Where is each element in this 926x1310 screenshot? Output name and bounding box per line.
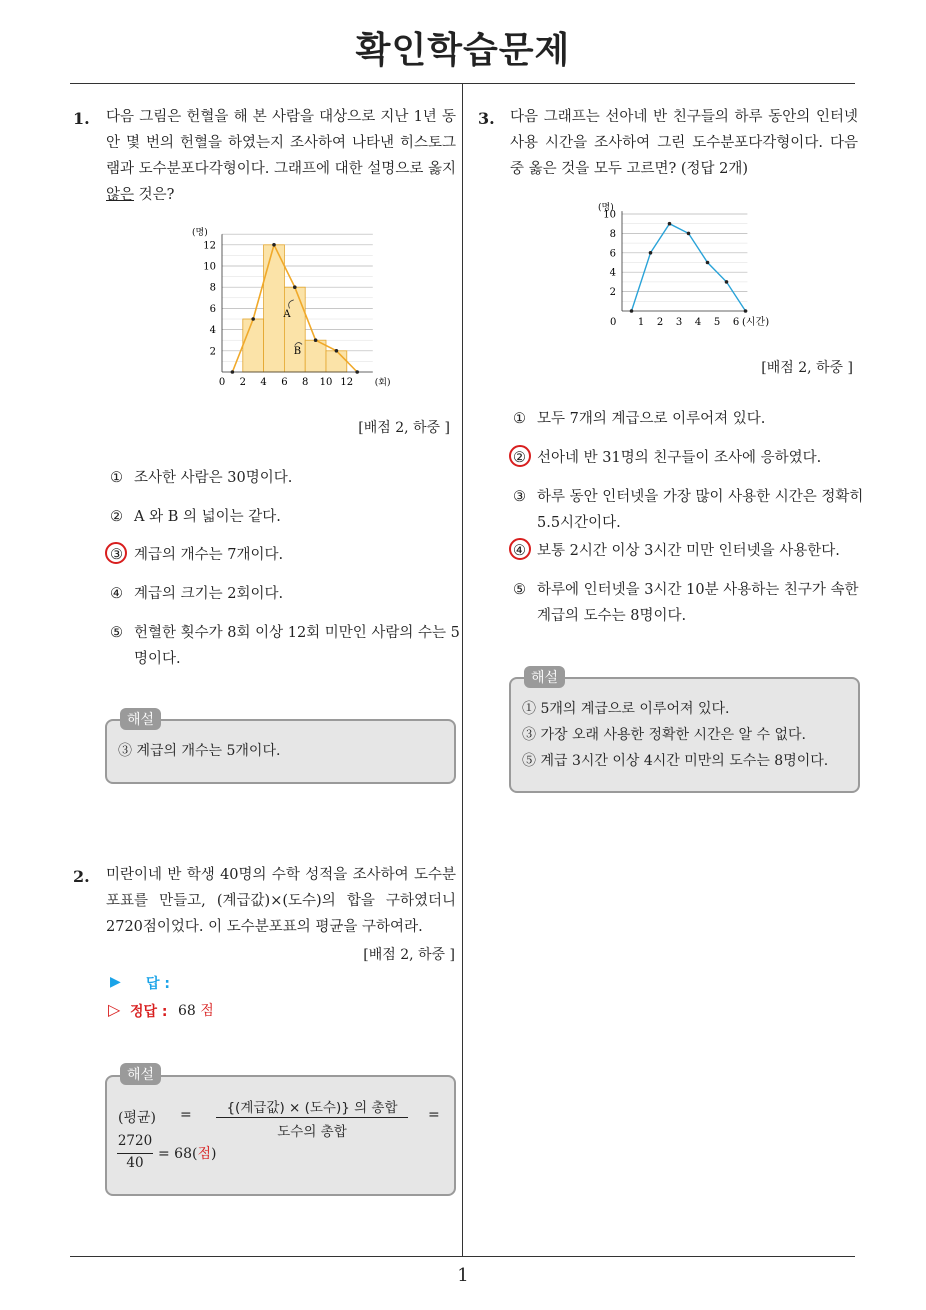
page-title: 확인학습문제 — [355, 30, 571, 71]
choice-text: 계급의 크기는 2회이다. — [134, 586, 284, 602]
formula-result-unit: 점 — [197, 1146, 211, 1162]
correct-unit: 점 — [200, 1003, 214, 1019]
choice-number: ② — [110, 509, 123, 525]
x-tick-label: 2 — [239, 377, 246, 388]
question-1-score: [배점 2, 하중 ] — [358, 420, 450, 436]
choice-text: 선아네 반 31명의 친구들이 조사에 응하였다. — [537, 450, 822, 466]
polygon-point — [668, 222, 672, 226]
x-tick-label: 10 — [319, 377, 333, 388]
y-axis-label: (명) — [598, 203, 614, 213]
y-tick-label: 8 — [209, 282, 216, 294]
q3-choice-2[interactable] — [513, 445, 858, 471]
annotation-label: A — [283, 308, 291, 320]
q3-explanation-line-3: ⑤ 계급 3시간 이상 4시간 미만의 도수는 8명이다. — [522, 753, 829, 769]
y-axis-label: (명) — [192, 228, 208, 239]
frequency-polygon-line — [632, 224, 746, 311]
q3-explanation-tag: 해설 — [524, 666, 565, 688]
question-3-text: 다음 그래프는 선아네 반 친구들의 하루 동안의 인터넷 사용 시간을 조사하여 그린 도수분포다각형이다. 다음 중 옳은 것을 모두 고르면? (정답 2개) — [510, 109, 858, 177]
choice-number: ① — [110, 470, 123, 486]
fraction-bar — [216, 1117, 408, 1118]
fraction-bar-2 — [117, 1153, 153, 1154]
x-tick-label: 0 — [218, 377, 226, 388]
x-tick-label: 4 — [260, 377, 267, 388]
polygon-point — [231, 370, 235, 374]
x-axis-label: (회) — [374, 378, 391, 388]
y-tick-label: 6 — [209, 303, 216, 315]
formula-result — [158, 1143, 216, 1163]
q3-explanation-line-1: ① 5개의 계급으로 이루어져 있다. — [522, 701, 730, 717]
polygon-point — [725, 280, 729, 284]
polygon-point — [687, 232, 691, 236]
polygon-point — [355, 370, 359, 374]
y-tick-label: 4 — [609, 267, 616, 279]
x-tick-label: 8 — [302, 377, 309, 388]
histogram-bar — [243, 319, 264, 372]
question-2-text: 미란이네 반 학생 40명의 수학 성적을 조사하여 도수분포표를 만들고, (계급값)×(도수)의 합을 구하였더니 2720점이었다. 이 도수분포표의 평균을 구하여라. — [106, 867, 456, 935]
x-tick-label: 3 — [675, 317, 683, 328]
choice-text: 모두 7개의 계급으로 이루어져 있다. — [537, 411, 766, 427]
question-2-number: 2. — [73, 867, 90, 886]
choice-number: ⑤ — [513, 582, 526, 598]
x-tick-label: 5 — [713, 317, 721, 328]
choice-text: 조사한 사람은 30명이다. — [134, 470, 293, 486]
choice-text: 헌혈한 횟수가 8회 이상 12회 미만인 사람의 수는 5명이다. — [134, 625, 460, 667]
question-1-text-part1: 다음 그림은 헌혈을 해 본 사람을 대상으로 지난 1년 동안 몇 번의 헌혈을 하였는지 조사하여 나타낸 히스토그램과 도수분포다각형이다. 그래프에 대한 설명으로 옳지 — [106, 109, 456, 177]
y-tick-label: 8 — [609, 228, 616, 240]
choice-number: ③ — [513, 489, 526, 505]
histogram-bar — [264, 245, 285, 372]
annotation-label: B — [293, 345, 302, 357]
polygon-point — [649, 251, 653, 255]
histogram-chart — [190, 220, 391, 392]
polygon-point — [314, 338, 318, 342]
x-tick-label: 6 — [732, 317, 740, 328]
x-tick-label: 6 — [281, 377, 288, 388]
polygon-point — [630, 309, 634, 313]
q3-choice-3[interactable] — [513, 484, 872, 536]
q2-explanation-tag: 해설 — [120, 1063, 161, 1085]
correct-answer-value — [178, 1000, 214, 1020]
formula-numerator: {(계급값) × (도수)} 의 총합 — [226, 1100, 398, 1116]
histogram-bar — [326, 351, 347, 372]
page-number: 1 — [457, 1265, 469, 1286]
q1-explanation-tag: 해설 — [120, 708, 161, 730]
polygon-point — [706, 261, 710, 265]
choice-text: 보통 2시간 이상 3시간 미만 인터넷을 사용한다. — [537, 543, 840, 559]
choice-text: 하루 동안 인터넷을 가장 많이 사용한 시간은 정확히 5.5시간이다. — [537, 489, 864, 531]
question-3-score: [배점 2, 하중 ] — [761, 360, 853, 376]
y-tick-label: 4 — [209, 325, 216, 337]
y-tick-label: 2 — [209, 346, 216, 358]
question-1-text-part2: 것은? — [134, 187, 175, 203]
outline-arrow-icon: ▷ — [108, 1000, 121, 1019]
x-axis-label: (시간) — [742, 317, 770, 328]
q1-choice-2[interactable] — [110, 504, 455, 530]
x-tick-label: 2 — [656, 317, 664, 328]
polygon-point — [272, 243, 276, 247]
question-3-number: 3. — [478, 109, 495, 128]
choice-text: 계급의 개수는 7개이다. — [134, 547, 284, 563]
x-tick-label: 1 — [637, 317, 645, 328]
q1-choice-3[interactable] — [110, 542, 455, 568]
q3-choice-1[interactable] — [513, 406, 858, 432]
histogram-bar — [305, 340, 326, 372]
choice-number: ④ — [110, 586, 123, 602]
x-tick-label: 4 — [694, 317, 702, 328]
q3-choice-5[interactable] — [513, 577, 872, 629]
formula-eq-2: = — [428, 1107, 440, 1123]
correct-answer-label: 정답 : — [130, 1004, 168, 1020]
formula-eq-1: = — [180, 1107, 192, 1123]
choice-text: A 와 B 의 넓이는 같다. — [134, 509, 281, 525]
play-arrow-icon: ▶ — [110, 974, 121, 990]
y-tick-label: 10 — [203, 261, 216, 273]
formula-numerator-2: 2720 — [117, 1133, 153, 1149]
choice-number: ③ — [110, 547, 123, 563]
answer-circle-mark — [105, 542, 127, 564]
choice-number: ⑤ — [110, 625, 123, 641]
formula-result-value: = 68( — [158, 1146, 198, 1162]
polygon-point — [251, 317, 255, 321]
x-tick-label: 12 — [340, 377, 354, 388]
q1-explanation-text: ③ 계급의 개수는 5개이다. — [118, 743, 281, 759]
y-tick-label: 12 — [203, 240, 216, 252]
y-tick-label: 6 — [609, 248, 616, 260]
question-1-number: 1. — [73, 109, 90, 128]
formula-denominator: 도수의 총합 — [277, 1124, 347, 1140]
histogram-bar — [284, 287, 305, 372]
frequency-polygon-chart — [596, 195, 786, 335]
q3-choice-4[interactable] — [513, 538, 858, 564]
x-tick-label: 0 — [610, 317, 617, 328]
q1-choice-1[interactable] — [110, 465, 455, 491]
choice-text: 하루에 인터넷을 3시간 10분 사용하는 친구가 속한 계급의 도수는 8명이다. — [537, 582, 859, 624]
formula-denominator-2: 40 — [126, 1155, 144, 1171]
question-2-score: [배점 2, 하중 ] — [363, 947, 455, 963]
choice-number: ② — [513, 450, 526, 466]
answer-circle-mark — [509, 445, 531, 467]
correct-value: 68 — [178, 1003, 196, 1019]
q3-explanation-line-2: ③ 가장 오래 사용한 정확한 시간은 알 수 없다. — [522, 727, 806, 743]
polygon-point — [744, 309, 748, 313]
formula-close-paren: ) — [211, 1146, 217, 1162]
formula-lhs: (평균) — [118, 1110, 156, 1126]
y-tick-label: 10 — [603, 209, 616, 221]
q1-choice-5[interactable] — [110, 620, 464, 672]
choice-number: ④ — [513, 543, 526, 559]
polygon-point — [293, 285, 297, 289]
question-1-underlined: 않은 — [106, 187, 135, 203]
answer-circle-mark — [509, 538, 531, 560]
q1-choice-4[interactable] — [110, 581, 455, 607]
bottom-divider — [70, 1256, 855, 1257]
question-1-text — [106, 104, 456, 208]
choice-number: ① — [513, 411, 526, 427]
polygon-point — [335, 349, 339, 353]
answer-label: 답 : — [146, 976, 170, 992]
y-tick-label: 2 — [609, 287, 616, 299]
